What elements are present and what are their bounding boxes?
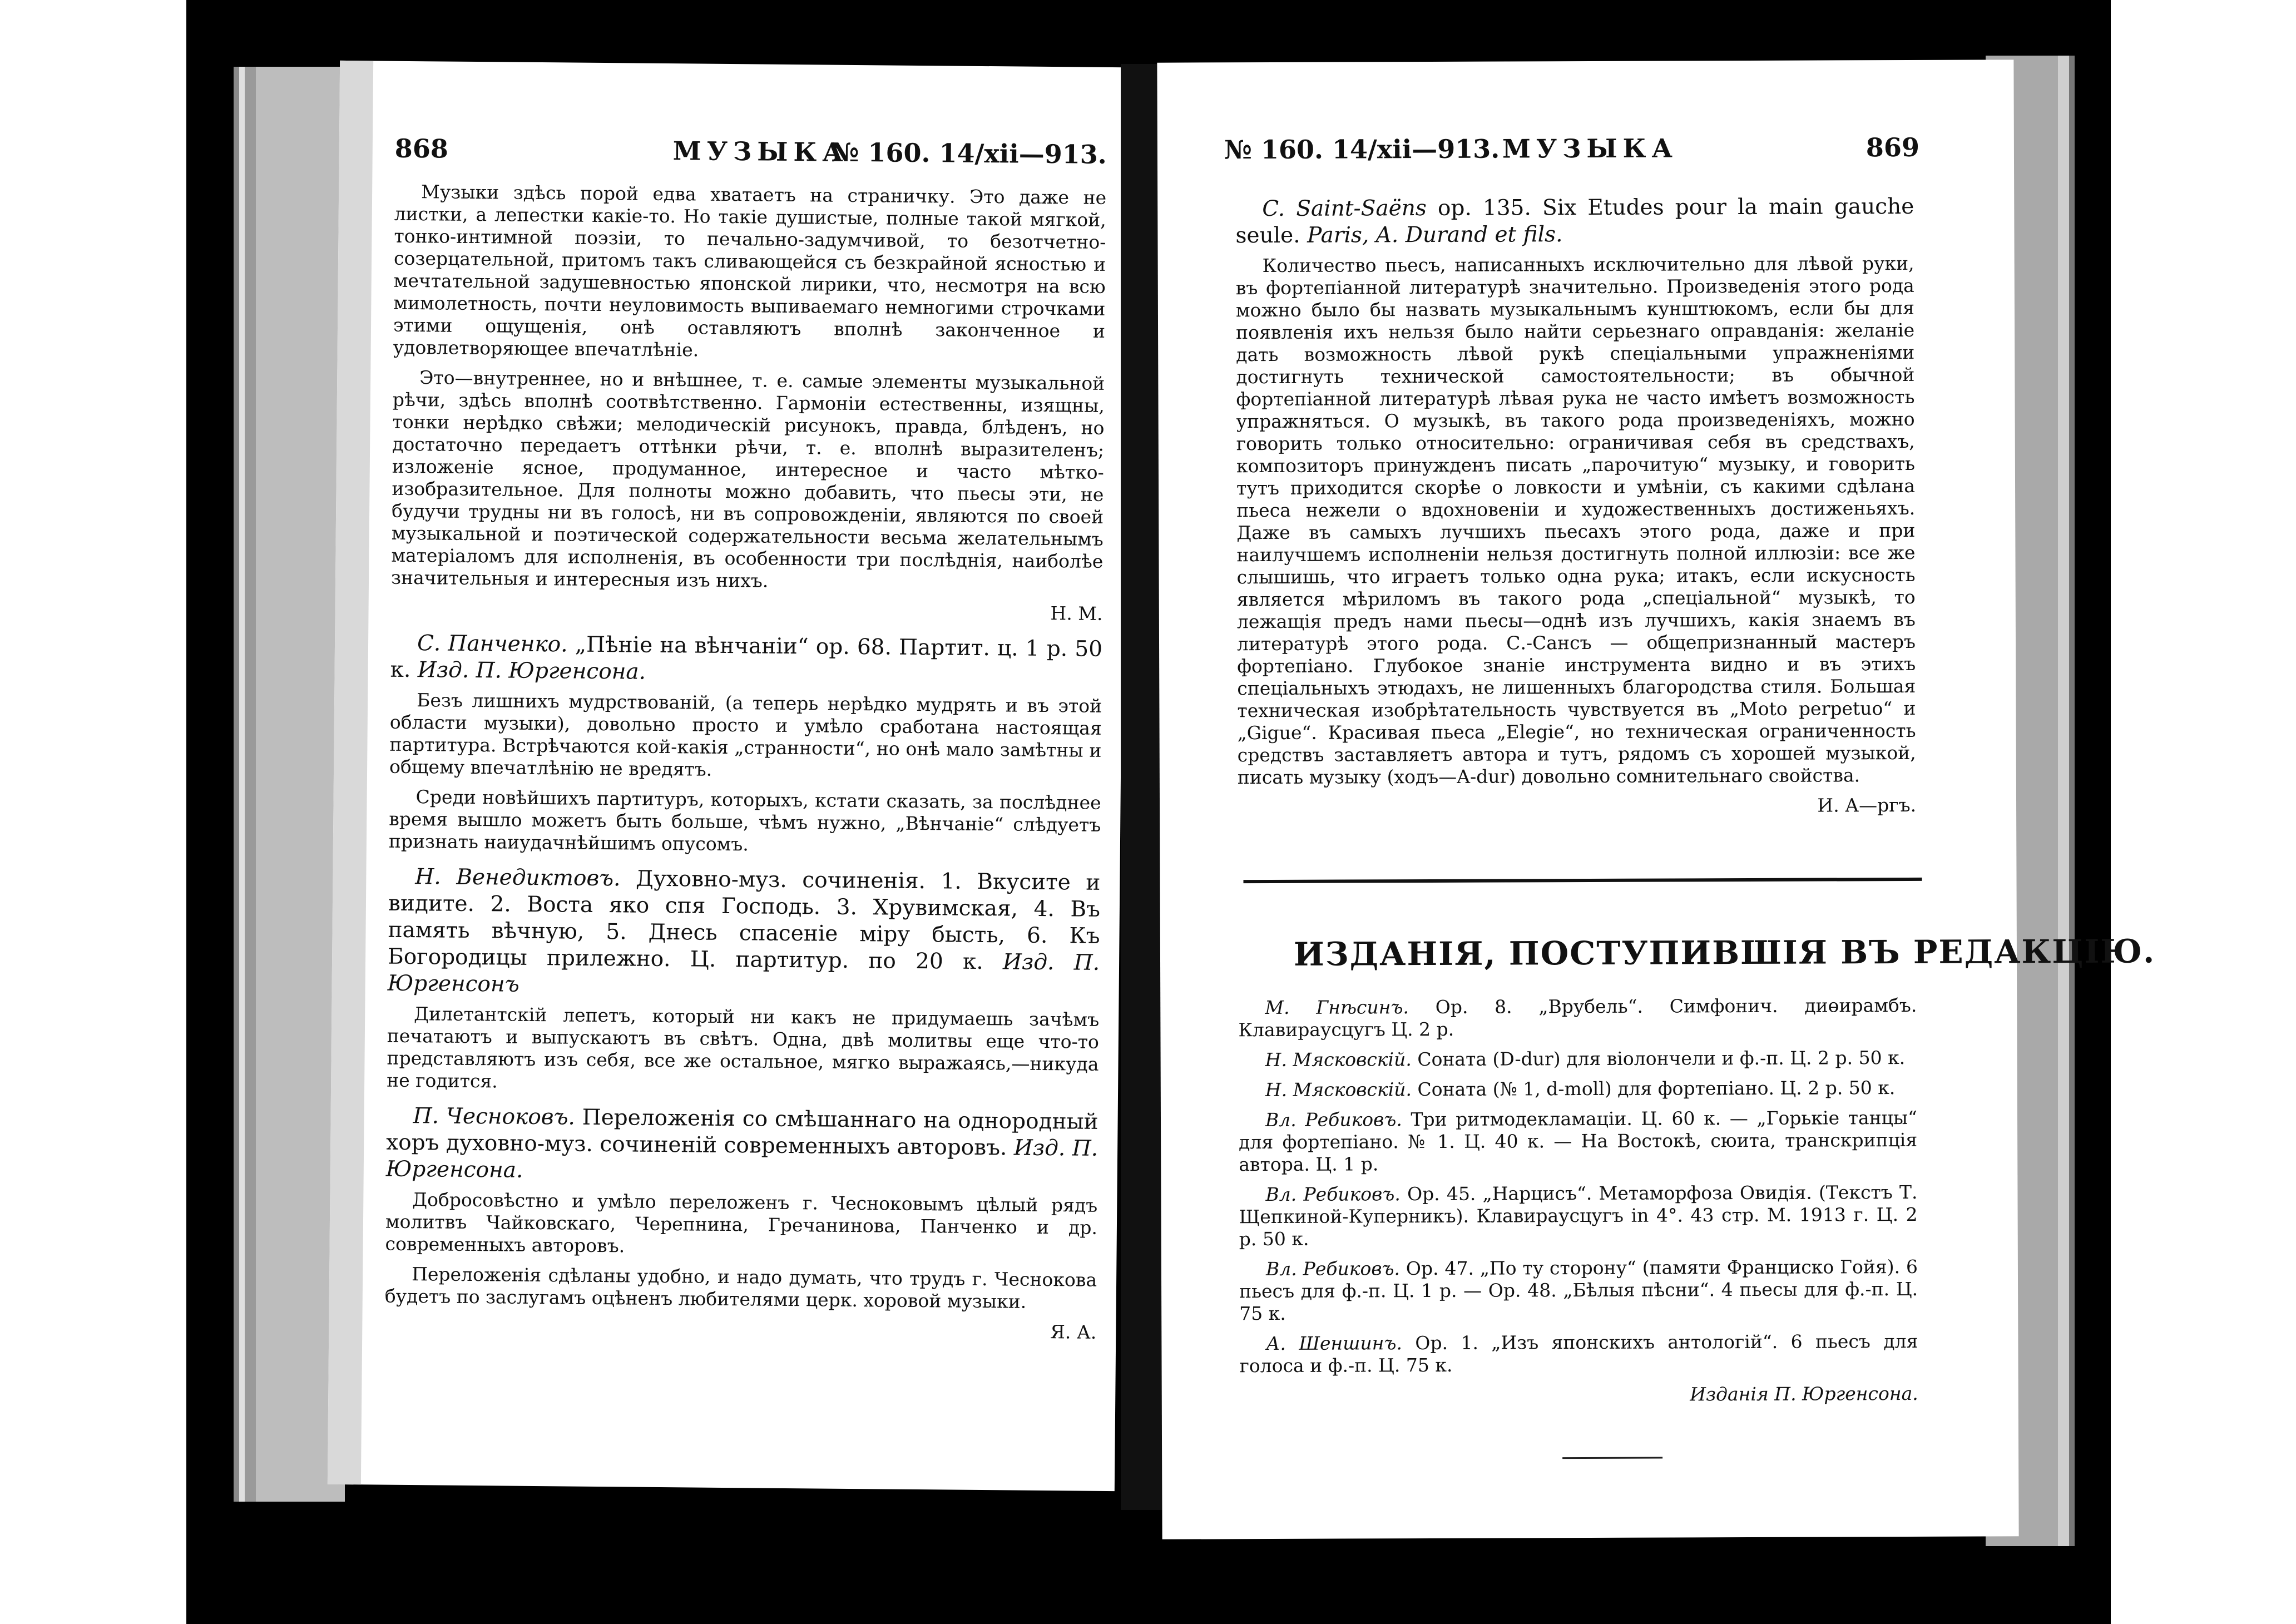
left-paragraph: Музыки здѣсь порой едва хватаетъ на страничку. Это даже не листки, а лепестки какіе-то. Но такіе душистые, полные такой мягкой, тонко-интимной поэзіи, то печально-задумчивой, то безотчетно-созерцательной, притомъ такъ сливающейся съ безкрайной ясностью и мечтательной задушевностью японской лирики, что, несмотря на всю мимолетность, почти неуловимость выпиваемаго немногими строчками этими ощущенія, онѣ оставляютъ вполнѣ законченное и удовлетворяющее впечатлѣніе.: [393, 181, 1107, 361]
entry-author: Н. Мясковскій.: [1265, 1078, 1412, 1101]
left-column: [384, 181, 1106, 1351]
entry-text: Ор. 47. „По ту сторону“ (памяти Франциско Гойя). 6 пьесъ для ф.-п. Ц. 1 р. — Ор. 48. „Бѣлыя пѣсни“. 4 пьесы для ф.-п. Ц. 75 к.: [1239, 1255, 1918, 1325]
review-author: C. Saint-Saëns: [1262, 196, 1427, 222]
signature: Я. А.: [1050, 1321, 1097, 1343]
left-paragraph: Безъ лишнихъ мудрствованій, (а теперь нерѣдко мудрять и въ этой области музыки), довольно просто и умѣло сработана настоящая партитура. Встрѣчаются кой-какія „странности“, но онѣ мало замѣтны и общему впечатлѣнію не вредятъ.: [389, 689, 1102, 780]
review-heading: [388, 864, 1101, 1003]
section-rule: [1244, 878, 1922, 883]
entry-author: А. Шеншинъ.: [1266, 1332, 1403, 1355]
list-item: [1239, 1047, 1917, 1071]
review-heading: [390, 630, 1102, 690]
review-title: Переложенія со смѣшаннаго на однородный хоръ духовно-муз. сочиненій современныхъ авторовъ.: [386, 1105, 1098, 1161]
entry-text: Три ритмодекламаціи. Ц. 60 к. — „Горькіе танцы“ для фортепіано. № 1. Ц. 40 к. — На Востокѣ, сюита, транскрипція автора. Ц. 1 р.: [1239, 1106, 1918, 1176]
list-item: [1239, 1077, 1917, 1101]
left-issue-number: № 160. 14/xii—913.: [831, 137, 1107, 170]
section-title: ИЗДАНІЯ, ПОСТУПИВШІЯ ВЪ РЕДАКЦІЮ.: [1293, 932, 2156, 973]
entry-text: Ор. 8. „Врубель“. Симфонич. диөирамбъ. Клавираусцугъ Ц. 2 р.: [1238, 994, 1917, 1041]
publications-list: [1238, 994, 1918, 1415]
entry-author: Н. Мясковскій.: [1265, 1048, 1412, 1071]
review-title: Духовно-муз. сочиненія. 1. Вкусите и видите. 2. Воста яко спя Господь. 3. Хрувимская, 4. Въ память вѣчную, 5. Днесь спасеніе міру бысть, 6. Къ Богородицы прилежно. Ц. партитур. по 20 к.: [387, 866, 1101, 975]
list-item: [1239, 1107, 1917, 1176]
review-heading: [1235, 194, 1914, 249]
book-gutter: [1121, 64, 1162, 1510]
left-paragraph: Среди новѣйшихъ партитуръ, которыхъ, кстати сказать, за послѣднее время вышло можетъ быть больше, чѣмъ нужно, „Вѣнчаніе“ слѣдуетъ признать наиудачнѣйшимъ опусомъ.: [388, 786, 1101, 855]
list-item: [1239, 1256, 1918, 1325]
right-issue-number: № 160. 14/xii—913.: [1224, 133, 1500, 165]
entry-author: Вл. Ребиковъ.: [1265, 1257, 1401, 1280]
review-author: С. Панченко.: [417, 631, 568, 657]
left-paragraph: Добросовѣстно и умѣло переложенъ г. Чесноковымъ цѣлый рядъ молитвъ Чайковскаго, Черепнина, Гречанинова, Панченко и др. современныхъ авторовъ.: [385, 1189, 1098, 1257]
left-page: [328, 61, 1127, 1491]
left-page-header: [394, 133, 1107, 170]
list-item: [1239, 1330, 1918, 1377]
right-paragraph: Количество пьесъ, написанныхъ исключительно для лѣвой руки, въ фортепіанной литературѣ значительно. Произведенія этого рода можно было бы назвать музыкальнымъ кунштюкомъ, если бы для появленія ихъ нельзя было найти серьезнаго оправданія: желаніе дать возможность лѣвой рукѣ спеціальными упражненіями достигнуть технической самостоятельности; въ обычной фортепіанной литературѣ лѣвая рука не часто имѣетъ возможность упражняться. О музыкѣ, въ такого рода произведеніяхъ, можно говорить только относительно: ограничивая себя въ средствахъ, композиторъ принужденъ писать „парочитую“ музыку, и говорить тутъ приходится скорѣе о ловкости и умѣніи, съ какими сдѣлана пьеса нежели о вдохновеніи и художественныхъ достиженьяхъ. Даже въ самыхъ лучшихъ пьесахъ этого рода, даже и при наилучшемъ исполненіи нельзя достигнуть полной иллюзіи: все же слышишь, что играетъ только одна рука; итакъ, если искусность является мѣриломъ въ такого рода „спеціальной“ музыкѣ, то лежащія предъ нами пьесы—однѣ изъ лучшихъ, какія знаемъ въ литературѣ этого рода. С.-Сансъ — общепризнанный мастеръ фортепіано. Глубокое знаніе инструмента видно и въ этихъ спеціальныхъ этюдахъ, не лишенныхъ благородства стиля. Большая техническая изобрѣтательность чувствуется въ „Moto perpetuo“ и „Gigue“. Красивая пьеса „Elegie“, но техническая ограниченность средствъ заставляетъ автора и тутъ, рядомъ съ хорошей музыкой, писать музыку (ходъ—A-dur) довольно сомнительнаго свойства.: [1235, 252, 1916, 789]
entry-text: Соната (№ 1, d-moll) для фортепіано. Ц. 2 р. 50 к.: [1417, 1077, 1896, 1101]
left-journal-title: МУЗЫКА: [672, 136, 849, 167]
publisher-name: Изданія П. Юргенсона.: [1690, 1382, 1918, 1405]
left-paragraph: Дилетантскій лепетъ, который ни какъ не придумаешь зачѣмъ печатаютъ и выпускаютъ въ свѣтъ. Одна, двѣ молитвы еще что-то представляютъ изъ себя, все же остальное, мягко выражаясь,—никуда не годится.: [387, 1003, 1100, 1092]
entry-author: М. Гнѣсинъ.: [1265, 996, 1409, 1019]
entry-text: Ор. 45. „Нарцисъ“. Метаморфоза Овидія. (Текстъ Т. Щепкиной-Куперникъ). Клавираусцугъ in 4°. 43 стр. М. 1913 г. Ц. 2 р. 50 к.: [1239, 1181, 1918, 1250]
review-title: „Пѣніе на вѣнчаніи“ ор. 68. Партит. ц. 1 р. 50 к.: [390, 632, 1103, 683]
signature: Н. М.: [1050, 602, 1103, 625]
review-publisher: Изд. П. Юргенсона.: [417, 657, 646, 685]
right-page-header: [1224, 132, 1920, 165]
entry-author: Вл. Ребиковъ.: [1265, 1183, 1401, 1206]
right-page-number: 869: [1866, 132, 1920, 163]
review-author: Н. Венедиктовъ.: [415, 864, 621, 892]
end-rule: [1562, 1457, 1662, 1459]
left-paragraph: Переложенія сдѣланы удобно, и надо думать, что трудъ г. Чеснокова будетъ по заслугамъ оцѣненъ любителями церк. хоровой музыки.: [384, 1263, 1097, 1313]
review-heading: [386, 1103, 1098, 1189]
signature: И. А—ргъ.: [1817, 794, 1917, 816]
review-publisher: Изд. П. Юргенсонъ: [387, 949, 1100, 997]
left-paragraph: Это—внутреннее, но и внѣшнее, т. е. самые элементы музыкальной рѣчи, здѣсь вполнѣ соотвѣтственно. Гармоніи естественны, изящны, тонки нерѣдко свѣжи; мелодическій рисунокъ, правда, блѣденъ, но достаточно передаетъ оттѣнки рѣчи, т. е. вполнѣ выразителенъ; изложеніе ясное, продуманное, интересное и часто мѣтко-изобразительное. Для полноты можно добавить, что пьесы эти, не будучи трудны ни въ голосѣ, ни въ сопровожденіи, являются по своей музыкальной и поэтической содержательности весьма желательнымъ матеріаломъ для исполненія, въ особенности три послѣднія, наиболѣе значительныя и интересныя изъ нихъ.: [390, 367, 1105, 592]
review-title: op. 135. Six Etudes pour la main gauche seule.: [1235, 194, 1914, 249]
left-page-edges: [234, 67, 345, 1502]
entry-text: Ор. 1. „Изъ японскихъ антологій“. 6 пьесъ для голоса и ф.-п. Ц. 75 к.: [1239, 1330, 1918, 1377]
review-publisher: Paris, A. Durand et fils.: [1307, 222, 1563, 248]
publisher-line: [1240, 1383, 1918, 1407]
right-column: [1235, 194, 1916, 826]
right-journal-title: МУЗЫКА: [1502, 133, 1679, 164]
entry-author: Вл. Ребиковъ.: [1265, 1108, 1402, 1131]
list-item: [1238, 994, 1917, 1041]
right-page: [1157, 60, 2156, 1539]
review-author: П. Чесноковъ.: [413, 1103, 576, 1130]
entry-text: Соната (D-dur) для віолончели и ф.-п. Ц. 2 р. 50 к.: [1417, 1047, 1906, 1071]
review-publisher: Изд. П. Юргенсона.: [385, 1135, 1098, 1183]
left-page-number: 868: [394, 133, 449, 164]
list-item: [1239, 1181, 1917, 1250]
